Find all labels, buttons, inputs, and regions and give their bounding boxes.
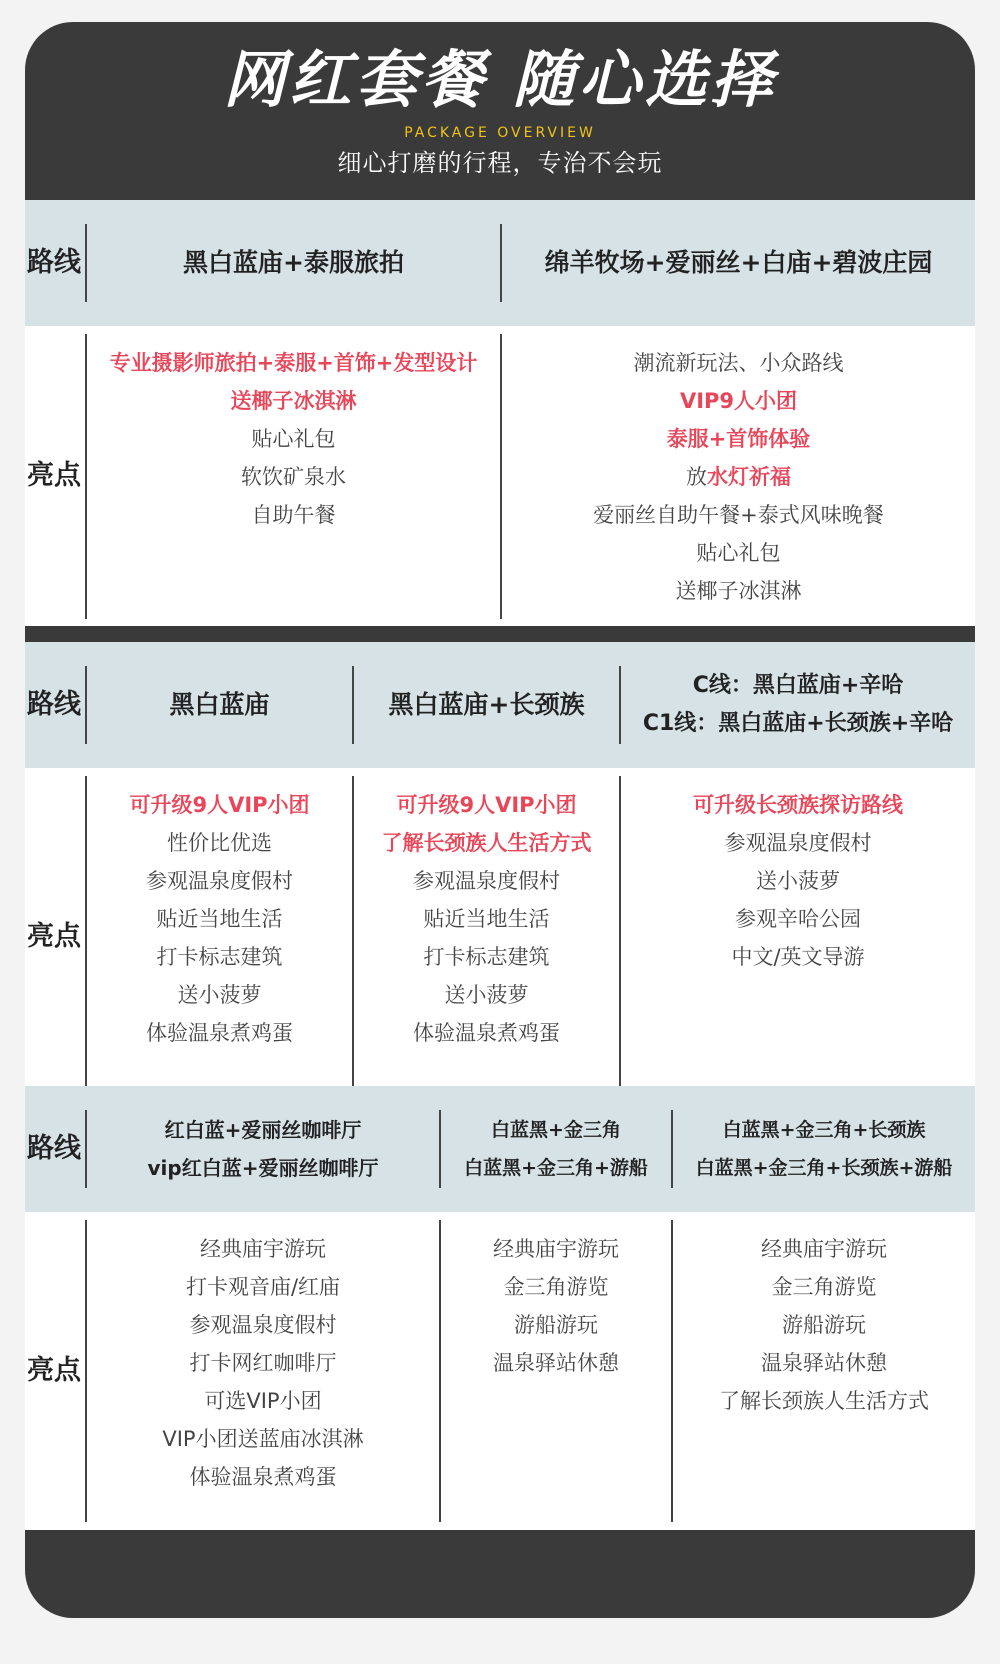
highlight-label: 亮点	[27, 921, 81, 952]
highlight-item: 可升级9人VIP小团	[129, 793, 310, 817]
highlight-label: 亮点	[27, 460, 81, 491]
highlight-label: 亮点	[27, 1355, 81, 1386]
highlight-item: 打卡观音庙/红庙	[185, 1275, 341, 1299]
highlight-item: 潮流新玩法、小众路线	[633, 351, 844, 375]
route-name: 黑白蓝庙+长颈族	[388, 690, 585, 719]
highlight-item: 软饮矿泉水	[241, 465, 346, 489]
page-title: 网红套餐 随心选择	[223, 43, 777, 116]
subtitle-english: PACKAGE OVERVIEW	[404, 125, 596, 141]
highlight-item: VIP小团送蓝庙冰淇淋	[162, 1427, 364, 1451]
section1-route-row	[25, 200, 975, 326]
section2-route-2	[354, 642, 619, 768]
section3-route-2	[441, 1086, 671, 1212]
route-name: C1线：黑白蓝庙+长颈族+辛哈	[642, 711, 954, 736]
highlight-item: 了解长颈族人生活方式	[719, 1389, 929, 1413]
highlight-item: 送小菠萝	[177, 983, 262, 1007]
route-name: 黑白蓝庙	[169, 690, 270, 719]
section3-highlights-3	[673, 1212, 975, 1420]
subtitle-chinese: 细心打磨的行程，专治不会玩	[337, 149, 663, 177]
highlight-item: 经典庙宇游玩	[200, 1237, 326, 1261]
highlight-item: 性价比优选	[167, 831, 272, 855]
highlight-item: 送小菠萝	[444, 983, 529, 1007]
highlight-item: 打卡网红咖啡厅	[189, 1351, 337, 1375]
section1-highlights-1	[87, 326, 500, 534]
section3-route-3	[673, 1086, 975, 1212]
highlight-item: 中文/英文导游	[731, 945, 865, 969]
highlight-item: 温泉驿站休憩	[493, 1351, 619, 1375]
highlight-item: 自助午餐	[251, 503, 336, 527]
highlight-item: 贴近当地生活	[423, 907, 550, 931]
section3-route-row	[25, 1086, 975, 1212]
highlight-item: 可升级长颈族探访路线	[693, 793, 903, 817]
route-name: 绵羊牧场+爱丽丝+白庙+碧波庄园	[544, 248, 933, 277]
highlight-item	[686, 458, 791, 496]
route-label: 路线	[27, 1133, 81, 1164]
highlight-item: 贴近当地生活	[156, 907, 283, 931]
highlight-item: 可选VIP小团	[204, 1389, 322, 1413]
highlight-item: 了解长颈族人生活方式	[381, 831, 592, 855]
section2-highlights-3	[621, 768, 975, 976]
route-name: 黑白蓝庙+泰服旅拍	[183, 248, 404, 277]
highlight-item: 参观温泉度假村	[146, 869, 293, 893]
highlight-item: 参观温泉度假村	[724, 831, 872, 855]
highlight-item: 温泉驿站休憩	[761, 1351, 887, 1375]
highlight-item: 泰服+首饰体验	[666, 427, 811, 451]
section1-highlight-row	[25, 326, 975, 626]
route-name: vip红白蓝+爱丽丝咖啡厅	[147, 1156, 379, 1180]
highlight-item: 体验温泉煮鸡蛋	[413, 1021, 560, 1045]
route-name: 白蓝黑+金三角+长颈族+游船	[695, 1157, 953, 1179]
highlight-prefix: 放	[686, 465, 707, 489]
highlight-item: 打卡标志建筑	[156, 945, 283, 969]
section2-route-3	[621, 642, 975, 768]
section2-highlight-row	[25, 768, 975, 1106]
section3-highlight-row	[25, 1212, 975, 1530]
route-name: C线：黑白蓝庙+辛哈	[692, 673, 904, 698]
highlight-item: 游船游玩	[514, 1313, 598, 1337]
highlight-item: 游船游玩	[782, 1313, 866, 1337]
highlight-item: 爱丽丝自助午餐+泰式风味晚餐	[593, 503, 884, 527]
highlight-item: 贴心礼包	[696, 541, 781, 565]
section2-route-1	[87, 642, 352, 768]
highlight-item: 专业摄影师旅拍+泰服+首饰+发型设计	[109, 351, 478, 375]
header	[25, 22, 975, 200]
highlight-item: 送椰子冰淇淋	[675, 579, 802, 603]
route-name: 白蓝黑+金三角+游船	[464, 1157, 648, 1179]
highlight-item: 送椰子冰淇淋	[230, 389, 357, 413]
highlight-item: 经典庙宇游玩	[761, 1237, 887, 1261]
route-name: 红白蓝+爱丽丝咖啡厅	[164, 1118, 362, 1142]
section3-route-1	[87, 1086, 439, 1212]
highlight-item: 参观温泉度假村	[413, 869, 560, 893]
highlight-item: 贴心礼包	[251, 427, 336, 451]
highlight-item: 经典庙宇游玩	[493, 1237, 619, 1261]
highlight-item: 体验温泉煮鸡蛋	[189, 1465, 337, 1489]
section2-highlights-2	[354, 768, 619, 1052]
highlight-item: 参观辛哈公园	[735, 907, 861, 931]
route-name: 白蓝黑+金三角+长颈族	[722, 1119, 926, 1141]
highlight-item: 可升级9人VIP小团	[396, 793, 577, 817]
package-overview-card	[25, 22, 975, 1618]
section3-highlights-2	[441, 1212, 671, 1382]
highlight-item: 金三角游览	[771, 1275, 877, 1299]
highlight-item: VIP9人小团	[679, 389, 798, 413]
highlight-item: 体验温泉煮鸡蛋	[146, 1021, 293, 1045]
route-label: 路线	[27, 689, 81, 720]
section1-route-2	[502, 200, 975, 326]
section1-highlights-2	[502, 326, 975, 610]
section1-route-1	[87, 200, 500, 326]
section2-route-row	[25, 642, 975, 768]
highlight-item: 参观温泉度假村	[189, 1313, 337, 1337]
route-name: 白蓝黑+金三角	[491, 1119, 621, 1141]
highlight-item: 金三角游览	[503, 1275, 609, 1299]
highlight-item: 送小菠萝	[756, 869, 840, 893]
highlight-emphasis: 水灯祈福	[707, 465, 791, 489]
section2-highlights-1	[87, 768, 352, 1052]
highlight-item: 打卡标志建筑	[423, 945, 550, 969]
route-label: 路线	[27, 247, 81, 278]
section3-highlights-1	[87, 1212, 439, 1496]
